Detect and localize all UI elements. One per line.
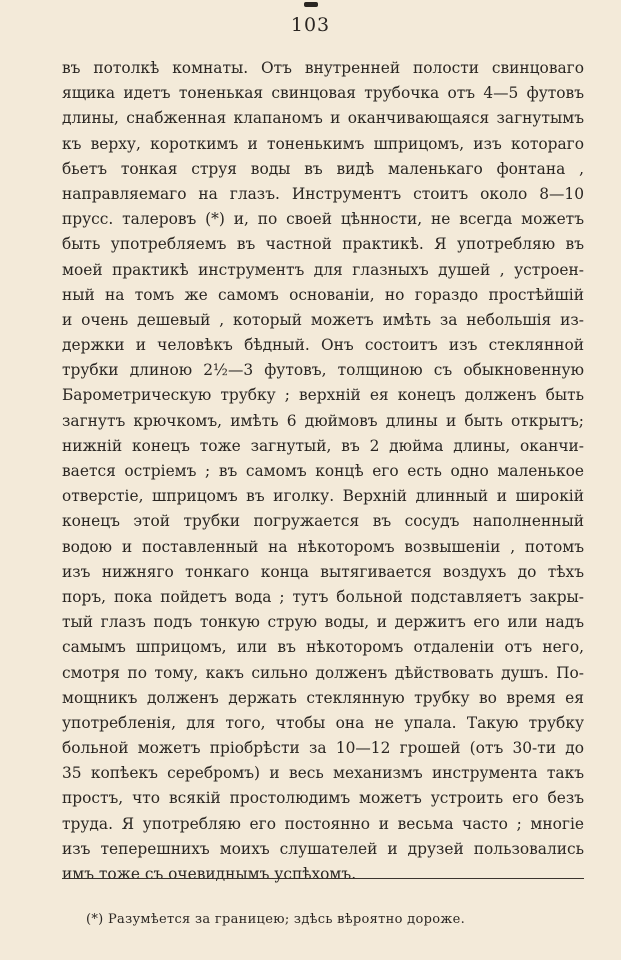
text-line: отверстіе, шприцомъ въ иголку. Верхній длинный и широкій — [62, 487, 584, 506]
text-line: длины, снабженная клапаномъ и оканчивающаяся загнутымъ — [62, 109, 584, 128]
text-line: нижній конецъ тоже загнутый, въ 2 дюйма длины, оканчи- — [62, 436, 584, 455]
text-line: имъ тоже съ очевиднымъ успѣхомъ. — [62, 865, 357, 883]
text-line: простъ, что всякій простолюдимъ можетъ устроить его безъ — [62, 789, 584, 808]
text-line: загнутъ крючкомъ, имѣть 6 дюймовъ длины и быть открытъ; — [62, 411, 584, 430]
text-line: самымъ шприцомъ, или въ нѣкоторомъ отдаленіи отъ него, — [62, 638, 584, 657]
text-line: и очень дешевый , который можетъ имѣть за небольшія из- — [62, 310, 584, 329]
text-line: больной можетъ пріобрѣсти за 10—12 грошей (отъ 30-ти до — [62, 739, 584, 758]
main-paragraph — [62, 56, 584, 887]
text-line: водою и поставленный на нѣкоторомъ возвышеніи , потомъ — [62, 537, 584, 556]
footnote: (*) Разумѣется за границею; здѣсь вѣроятно дороже. — [86, 912, 466, 927]
text-line: изъ теперешнихъ моихъ слушателей и друзей пользовались — [62, 839, 584, 858]
text-line: направляемаго на глазъ. Инструментъ стоитъ около 8—10 — [62, 184, 584, 203]
text-line: тый глазъ подъ тонкую струю воды, и держитъ его или надъ — [62, 613, 584, 632]
text-line: ный на томъ же самомъ основаніи, но гораздо простѣйшій — [62, 285, 584, 304]
text-line: конецъ этой трубки погружается въ сосудъ наполненный — [62, 512, 584, 531]
footnote-divider — [62, 878, 584, 879]
text-line: смотря по тому, какъ сильно долженъ дѣйствовать душъ. По- — [62, 663, 584, 682]
text-line: употребленія, для того, чтобы она не упала. Такую трубку — [62, 713, 584, 732]
text-line: держки и человѣкъ бѣдный. Онъ состоитъ изъ стеклянной — [62, 336, 584, 355]
text-line: труда. Я употребляю его постоянно и весьма часто ; многіе — [62, 814, 584, 833]
text-line: ящика идетъ тоненькая свинцовая трубочка отъ 4—5 футовъ — [62, 84, 584, 103]
page-number: 103 — [290, 14, 331, 36]
text-line: прусс. талеровъ (*) и, по своей цѣнности, не всегда можетъ — [62, 210, 584, 229]
text-line: изъ нижняго тонкаго конца вытягивается воздухъ до тѣхъ — [62, 562, 584, 581]
text-line: моей практикѣ инструментъ для глазныхъ душей , устроен- — [62, 260, 584, 279]
text-line: бьетъ тонкая струя воды въ видѣ маленькаго фонтана , — [62, 159, 584, 178]
text-line: вается остріемъ ; въ самомъ концѣ его есть одно маленькое — [62, 462, 584, 480]
text-line: мощникъ долженъ держать стеклянную трубку во время ея — [62, 688, 584, 707]
text-line: Барометрическую трубку ; верхній ея конецъ долженъ быть — [62, 386, 584, 405]
text-line: въ потолкѣ комнаты. Отъ внутренней полости свинцоваго — [62, 59, 584, 77]
text-line: 35 копѣекъ серебромъ) и весь механизмъ инструмента такъ — [62, 764, 584, 783]
text-line: трубки длиною 2½—3 футовъ, толщиною съ обыкновенную — [62, 361, 584, 380]
top-printer-mark — [304, 2, 318, 7]
text-line: быть употребляемъ въ частной практикѣ. Я употребляю въ — [62, 235, 584, 254]
text-line: поръ, пока пойдетъ вода ; тутъ больной подставляетъ закры- — [62, 587, 584, 606]
text-line: къ верху, короткимъ и тоненькимъ шприцомъ, изъ котораго — [62, 134, 584, 153]
